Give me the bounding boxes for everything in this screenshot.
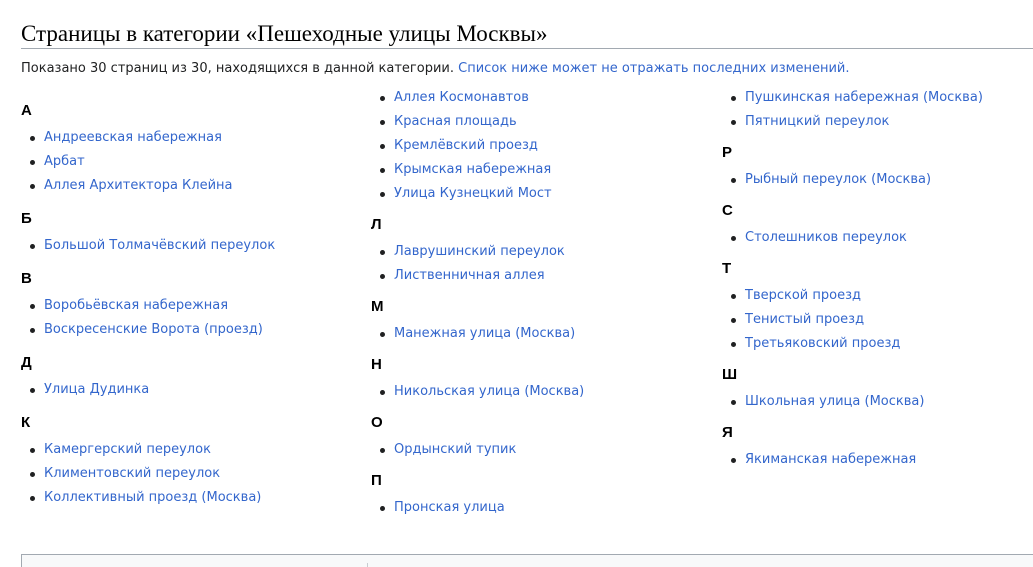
list-item xyxy=(21,486,361,510)
footer-divider xyxy=(367,563,368,567)
list-item xyxy=(371,264,711,288)
page-link[interactable]: Климентовский переулок xyxy=(44,466,221,481)
letter-group xyxy=(21,268,361,342)
list-item xyxy=(722,110,1033,134)
list-item xyxy=(371,496,711,520)
bullet-icon xyxy=(731,120,736,125)
letter-group xyxy=(722,422,1033,472)
bullet-icon xyxy=(380,448,385,453)
page-list xyxy=(722,168,1033,192)
letter-heading: Т xyxy=(722,260,732,277)
list-item xyxy=(722,168,1033,192)
bullet-icon xyxy=(380,192,385,197)
bullet-icon xyxy=(380,274,385,279)
letter-group xyxy=(21,100,361,198)
list-item xyxy=(371,240,711,264)
letter-group xyxy=(722,142,1033,192)
bullet-icon xyxy=(731,178,736,183)
list-item xyxy=(722,390,1033,414)
list-item xyxy=(722,226,1033,250)
summary-text: Показано 30 страниц из 30, находящихся в данной категории. xyxy=(21,61,459,76)
letter-heading: Д xyxy=(21,354,32,371)
page-link[interactable]: Лаврушинский переулок xyxy=(394,244,565,259)
bullet-icon xyxy=(731,236,736,241)
page-link[interactable]: Аллея Космонавтов xyxy=(394,90,529,105)
page-link[interactable]: Лиственничная аллея xyxy=(394,268,545,283)
letter-heading: Н xyxy=(371,356,382,373)
page-list xyxy=(21,438,361,510)
list-item xyxy=(21,150,361,174)
list-item xyxy=(722,448,1033,472)
letter-group xyxy=(21,412,361,510)
list-item xyxy=(21,378,361,402)
bullet-icon xyxy=(30,136,35,141)
page-link[interactable]: Камергерский переулок xyxy=(44,442,211,457)
bullet-icon xyxy=(380,96,385,101)
letter-heading: Л xyxy=(371,216,382,233)
letter-heading: Б xyxy=(21,210,32,227)
letter-heading: Ш xyxy=(722,366,738,383)
page-link[interactable]: Крымская набережная xyxy=(394,162,552,177)
bullet-icon xyxy=(380,144,385,149)
bullet-icon xyxy=(731,294,736,299)
page-link[interactable]: Третьяковский проезд xyxy=(745,336,901,351)
page-link[interactable]: Воробьёвская набережная xyxy=(44,298,229,313)
page-link[interactable]: Пронская улица xyxy=(394,500,505,515)
bullet-icon xyxy=(380,332,385,337)
letter-heading: С xyxy=(722,202,733,219)
page-list xyxy=(722,448,1033,472)
list-item xyxy=(371,158,711,182)
page-list xyxy=(371,322,711,346)
list-item xyxy=(371,322,711,346)
bullet-icon xyxy=(380,390,385,395)
page-link[interactable]: Андреевская набережная xyxy=(44,130,222,145)
bullet-icon xyxy=(30,184,35,189)
bullet-icon xyxy=(30,448,35,453)
page-list xyxy=(722,226,1033,250)
letter-group xyxy=(722,364,1033,414)
page-list xyxy=(21,126,361,198)
page-link[interactable]: Большой Толмачёвский переулок xyxy=(44,238,276,253)
page-link[interactable]: Пушкинская набережная (Москва) xyxy=(745,90,983,105)
letter-group xyxy=(722,258,1033,356)
list-item xyxy=(722,86,1033,110)
page-list xyxy=(722,390,1033,414)
letter-group xyxy=(371,214,711,288)
letter-group xyxy=(722,86,1033,134)
bullet-icon xyxy=(731,400,736,405)
page-link[interactable]: Кремлёвский проезд xyxy=(394,138,538,153)
list-item xyxy=(21,234,361,258)
letter-heading: П xyxy=(371,472,382,489)
page-list xyxy=(371,496,711,520)
page-title: Страницы в категории «Пешеходные улицы Москвы» xyxy=(21,21,548,46)
letter-heading: А xyxy=(21,102,32,119)
list-item xyxy=(21,438,361,462)
list-item xyxy=(371,86,711,110)
letter-group xyxy=(722,200,1033,250)
bullet-icon xyxy=(380,168,385,173)
bullet-icon xyxy=(731,96,736,101)
footer-panel xyxy=(21,554,1033,567)
list-item xyxy=(371,438,711,462)
list-item xyxy=(21,294,361,318)
page-list xyxy=(371,86,711,206)
letter-heading: К xyxy=(21,414,31,431)
category-column-3 xyxy=(722,86,1033,472)
page-link[interactable]: Никольская улица (Москва) xyxy=(394,384,585,399)
page-link[interactable]: Рыбный переулок (Москва) xyxy=(745,172,932,187)
list-item xyxy=(21,462,361,486)
page-link[interactable]: Арбат xyxy=(44,154,85,169)
bullet-icon xyxy=(30,304,35,309)
letter-heading: М xyxy=(371,298,384,315)
list-item xyxy=(371,380,711,404)
letter-heading: О xyxy=(371,414,383,431)
page-link[interactable]: Столешников переулок xyxy=(745,230,907,245)
bullet-icon xyxy=(30,244,35,249)
page-list xyxy=(722,284,1033,356)
list-item xyxy=(21,174,361,198)
category-column-1 xyxy=(21,100,361,510)
page-link[interactable]: Улица Кузнецкий Мост xyxy=(394,186,552,201)
page-link[interactable]: Ордынский тупик xyxy=(394,442,517,457)
page-list xyxy=(371,240,711,288)
letter-group xyxy=(371,412,711,462)
bullet-icon xyxy=(30,496,35,501)
letter-heading: Р xyxy=(722,144,733,161)
page-link[interactable]: Якиманская набережная xyxy=(745,452,917,467)
bullet-icon xyxy=(30,388,35,393)
list-item xyxy=(21,126,361,150)
category-summary xyxy=(21,60,850,78)
page-link[interactable]: Аллея Архитектора Клейна xyxy=(44,178,233,193)
list-item xyxy=(371,182,711,206)
bullet-icon xyxy=(30,328,35,333)
bullet-icon xyxy=(380,506,385,511)
page-list xyxy=(21,294,361,342)
letter-group xyxy=(371,86,711,206)
bullet-icon xyxy=(380,120,385,125)
list-item xyxy=(371,110,711,134)
bullet-icon xyxy=(731,458,736,463)
page-link[interactable]: Тенистый проезд xyxy=(745,312,865,327)
page-list xyxy=(371,438,711,462)
summary-refresh-link[interactable]: Список ниже может не отражать последних изменений. xyxy=(458,61,850,76)
page-link[interactable]: Тверской проезд xyxy=(745,288,861,303)
page-link[interactable]: Школьная улица (Москва) xyxy=(745,394,925,409)
page-list xyxy=(371,380,711,404)
list-item xyxy=(722,332,1033,356)
bullet-icon xyxy=(380,250,385,255)
letter-group xyxy=(21,352,361,402)
page-link[interactable]: Пятницкий переулок xyxy=(745,114,890,129)
page-list xyxy=(21,378,361,402)
page-link[interactable]: Манежная улица (Москва) xyxy=(394,326,576,341)
letter-heading: Я xyxy=(722,424,733,441)
list-item xyxy=(371,134,711,158)
bullet-icon xyxy=(731,342,736,347)
list-item xyxy=(722,284,1033,308)
letter-group xyxy=(371,296,711,346)
page-link[interactable]: Воскресенские Ворота (проезд) xyxy=(44,322,263,337)
page-link[interactable]: Коллективный проезд (Москва) xyxy=(44,490,262,505)
category-column-2 xyxy=(371,86,711,520)
bullet-icon xyxy=(731,318,736,323)
letter-group xyxy=(371,470,711,520)
list-item xyxy=(21,318,361,342)
letter-group xyxy=(371,354,711,404)
letter-heading: В xyxy=(21,270,32,287)
bullet-icon xyxy=(30,472,35,477)
page-link[interactable]: Красная площадь xyxy=(394,114,517,129)
heading-divider xyxy=(21,48,1033,49)
letter-group xyxy=(21,208,361,258)
list-item xyxy=(722,308,1033,332)
page-list xyxy=(21,234,361,258)
page-link[interactable]: Улица Дудинка xyxy=(44,382,150,397)
bullet-icon xyxy=(30,160,35,165)
page-list xyxy=(722,86,1033,134)
